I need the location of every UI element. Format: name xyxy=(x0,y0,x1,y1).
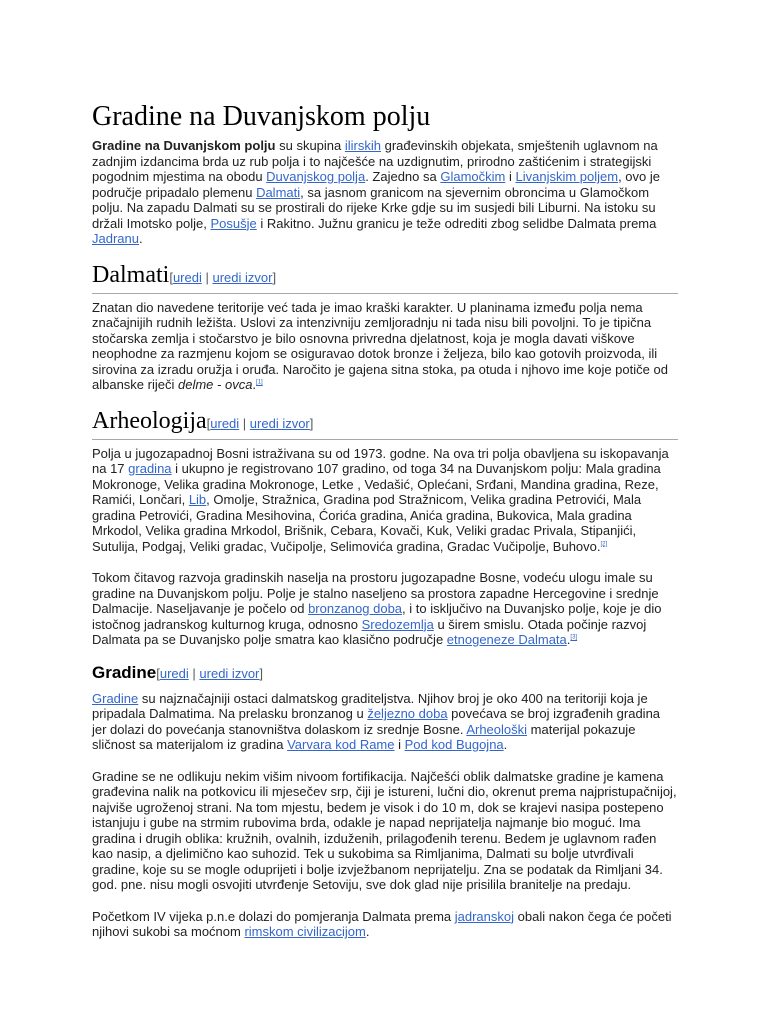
gradine-paragraph-1: Gradine su najznačajniji ostaci dalmatskog graditeljstva. Njihov broj je oko 400 na teritoriji koja je pripadala Dalmatima. Na prelasku bronzanog u željezno doba povećava se broj izgrađenih gradina jer dolazi do povećanja stanovništva dolaskom iz srednje Bosne. Arheološki materijal pokazuje sličnost sa materijalom iz gradina Varvara kod Rame i Pod kod Bugojna. xyxy=(92,690,661,752)
link-gradina[interactable]: gradina xyxy=(128,461,172,476)
link-duvanjskog-polja[interactable]: Duvanjskog polja xyxy=(266,169,366,184)
edit-source-link-arheologija[interactable]: uredi izvor xyxy=(249,415,310,431)
link-rimskom-civilizacijom[interactable]: rimskom civilizacijom xyxy=(244,924,366,939)
section-heading-dalmati: Dalmati[uredi | uredi izvor] xyxy=(92,261,678,294)
link-varvara-kod-rame[interactable]: Varvara kod Rame xyxy=(287,737,395,752)
section-heading-gradine: Gradine[uredi | uredi izvor] xyxy=(92,662,263,682)
reference-2 xyxy=(601,541,608,547)
edit-section-gradine: [uredi | uredi izvor] xyxy=(156,665,263,681)
article-content xyxy=(92,100,678,940)
edit-link-dalmati[interactable]: uredi xyxy=(172,269,202,285)
section-heading-arheologija: Arheologija[uredi | uredi izvor] xyxy=(92,407,678,440)
link-dalmati[interactable]: Dalmati xyxy=(256,184,301,200)
dalmati-paragraph: Znatan dio navedene teritorije već tada je imao kraški karakter. U planinama između polja nema značajnijih rudnih ležišta. Uslovi za intenzivniju zemljoradnju ni tada nisu bili povoljni. To je tipična stočarska zemlja i stočarstvo je bilo osnovna privredna djelatnost, koja je mogla davati viškove neophodne za razmjenu kojom se osiguravao dotok bronze i željeza, bilo kao gotovih proizvoda, ili sirovina za izradu oružja i oruđa. Naročito je gajena sitna stoka, pa otuda i njhovo ime koje potiče od albanske riječi delme - ovca.[1] xyxy=(92,299,668,392)
link-pod-kod-bugojna[interactable]: Pod kod Bugojna xyxy=(404,737,504,752)
gradine-paragraph-2: Gradine se ne odlikuju nekim višim nivoom fortifikacija. Najčešći oblik dalmatske gradine je kamena građevina nalik na potkovicu ili mjesečev srp, čiji je istureni, lučni dio, okrenut prema najpristupačnijoj, najviše ugroženoj strani. Na tom mjestu, bedem je visok i do 10 m, dok se krajevi nasipa postepeno istanjuju i gube na strmim rubovima brda, odakle je napad neprijatelja najmanje bio moguć. Ima gradina i drugih oblika: kružnih, ovalnih, izduženih, prilagođenih terenu. Bedem je uglavnom rađen kao nasip, a djelimično kao suhozid. Tek u sukobima sa Rimljanima, Dalmati su bolje utvrđivali gradine, koje su se mogle oduprijeti i bolje izvježbanom neprijatelju. Zna se podatak da Rimljani 34. god. pne. nisu mogli osvojiti utvrđenje Setoviju, sve dok glad nije prisilila branitelje na predaju. xyxy=(92,768,677,892)
link-bronzanog-doba[interactable]: bronzanog doba xyxy=(308,601,403,616)
link-glamockim[interactable]: Glamočkim xyxy=(440,169,506,184)
link-lib[interactable]: Lib xyxy=(188,492,207,507)
link-posusje[interactable]: Posušje xyxy=(210,215,257,231)
link-etnogeneze-dalmata[interactable]: etnogeneze Dalmata xyxy=(446,632,567,647)
link-sredozemlja[interactable]: Sredozemlja xyxy=(361,616,434,632)
reference-1 xyxy=(256,380,263,386)
link-ilirskih[interactable]: ilirskih xyxy=(344,138,381,153)
link-zeljezno-doba[interactable]: željezno doba xyxy=(367,706,448,721)
link-arheoloski[interactable]: Arheološki xyxy=(466,721,528,737)
page-title: Gradine na Duvanjskom polju xyxy=(92,101,431,132)
intro-paragraph: Gradine na Duvanjskom polju su skupina ilirskih građevinskih objekata, smještenih uglavnom na zadnjim izdancima brda uz rub polja i to najčešće na uzdignutim, prirodno zaštićenim i strategijski pogodnim mjestima na obodu Duvanjskog polja. Zajedno sa Glamočkim i Livanjskim poljem, ovo je područje pripadalo plemenu Dalmati, sa jasnom granicom na sjevernim obroncima u Glamočkom polju. Na zapadu Dalmati su se prostirali do rijeke Krke gdje su im susjedi bili Liburni. Na istoku su držali Imotsko polje, Posušje i Rakitno. Južnu granicu je teže odrediti zbog selidbe Dalmata prema Jadranu. xyxy=(92,138,660,246)
edit-section-dalmati: [uredi | uredi izvor] xyxy=(169,269,277,285)
edit-source-link-dalmati[interactable]: uredi izvor xyxy=(212,269,273,285)
reference-3 xyxy=(570,635,577,641)
reference-link-3[interactable]: [3] xyxy=(570,634,578,641)
reference-link-2[interactable]: [2] xyxy=(600,541,608,548)
arheologija-paragraph-2: Tokom čitavog razvoja gradinskih naselja na prostoru jugozapadne Bosne, vodeću ulogu imale su gradine na Duvanjskom polju. Polje je stalno naseljeno sa prostora zapadne Hercegovine i srednje Dalmacije. Naseljavanje je počelo od bronzanog doba, i to isključivo na Duvanjsko polje, koje je dio istočnog jadranskog kulturnog kruga, odnosno Sredozemlja u širem smislu. Otada počinje razvoj Dalmata pa se Duvanjsko polje smatra kao klasično područje etnogeneze Dalmata.[3] xyxy=(92,570,662,647)
link-gradine[interactable]: Gradine xyxy=(92,690,139,706)
link-jadranu[interactable]: Jadranu xyxy=(92,231,139,246)
gradine-paragraph-3: Početkom IV vijeka p.n.e dolazi do pomjeranja Dalmata prema jadranskoj obali nakon čega će početi njihovi sukobi sa moćnom rimskom civilizacijom. xyxy=(92,908,672,939)
reference-link-1[interactable]: [1] xyxy=(256,379,263,386)
link-jadranskoj[interactable]: jadranskoj xyxy=(454,908,515,924)
link-livanjskim-poljem[interactable]: Livanjskim poljem xyxy=(515,169,619,184)
arheologija-paragraph-1: Polja u jugozapadnoj Bosni istraživana su od 1973. godne. Na ova tri polja obavljena su iskopavanja na 17 gradina i ukupno je registrovano 107 gradino, od toga 34 na Duvanjskom polju: Mala gradina Mokronoge, Velika gradina Mokronoge, Letke , Vedašić, Oplećani, Srđani, Mandina gradina, Reze, Ramići, Lončari, Lib, Omolje, Stražnica, Gradina pod Stražnicom, Velika gradina Petrovići, Mala gradina Petrovići, Gradina Mesihovina, Ćorića gradina, Anića gradina, Bukovica, Mala gradina Mrkodol, Velika gradina Mrkodol, Brišnik, Cebara, Kovači, Kuk, Veliki gradac Privala, Stipanjići, Sutulija, Podgaj, Veliki gradac, Vučipolje, Selimovića gradina, Gradac Vučipolje, Buhovo.[2] xyxy=(92,445,669,554)
edit-link-arheologija[interactable]: uredi xyxy=(210,415,240,431)
delme-term: delme - ovca xyxy=(178,377,253,392)
edit-section-arheologija: [uredi | uredi izvor] xyxy=(206,415,314,431)
intro-bold-term: Gradine na Duvanjskom polju xyxy=(92,138,276,153)
edit-link-gradine[interactable]: uredi xyxy=(159,665,189,681)
edit-source-link-gradine[interactable]: uredi izvor xyxy=(199,665,260,681)
